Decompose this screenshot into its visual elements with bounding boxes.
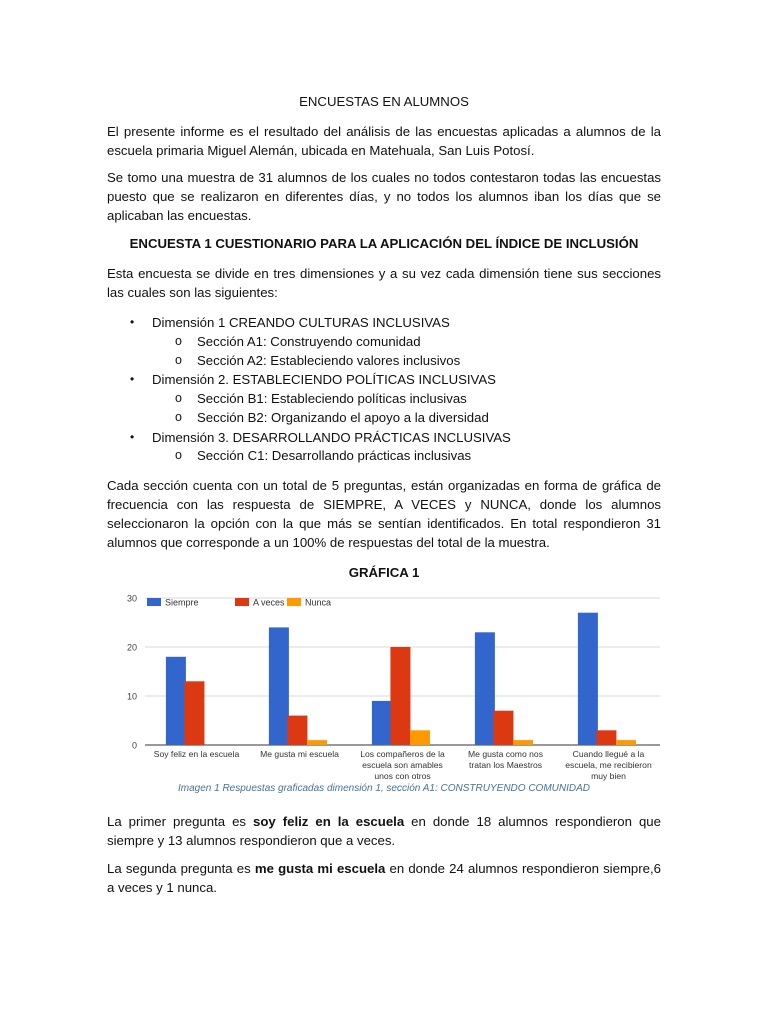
sub-bullet-marker: o — [175, 353, 182, 367]
question-1-paragraph — [107, 812, 661, 850]
sub-bullet-marker: o — [175, 334, 182, 348]
section-label: Sección B2: Organizando el apoyo a la diversidad — [197, 410, 489, 425]
legend-swatch — [287, 598, 301, 606]
x-tick-label: Los compañeros de la — [360, 749, 445, 759]
bullet-marker: • — [130, 430, 135, 444]
q2-question: me gusta mi escuela — [254, 861, 386, 876]
bar-siempre — [269, 627, 289, 745]
sample-paragraph: Se tomo una muestra de 31 alumnos de los cuales no todos contestaron todas las encuestas puesto que se realizaron en diferentes días, y no todos los alumnos iban los días que se aplicaban las encuestas. — [107, 170, 661, 223]
x-tick-label: escuela son amables — [362, 760, 443, 770]
document-title: ENCUESTAS EN ALUMNOS — [299, 94, 469, 109]
x-tick-label: Soy feliz en la escuela — [153, 749, 240, 759]
q2-suffix: en donde 24 alumnos respondieron siempre,6 a veces y 1 nunca. — [107, 861, 661, 895]
bar-chart — [107, 588, 665, 784]
sub-bullet-marker: o — [175, 448, 182, 462]
bar-siempre — [372, 701, 392, 745]
x-tick-label: Me gusta mi escuela — [260, 749, 339, 759]
bar-siempre — [166, 657, 186, 745]
bullet-marker: • — [130, 372, 135, 386]
bar-nunca — [513, 740, 533, 745]
legend-label: A veces — [253, 597, 285, 608]
bar-nunca — [410, 730, 430, 745]
chart-heading: GRÁFICA 1 — [348, 565, 420, 580]
sections-paragraph: Cada sección cuenta con un total de 5 preguntas, están organizadas en forma de gráfica de frecuencia con las respuesta de SIEMPRE, A VECES y NUNCA, donde los alumnos seleccionaron la opción con la que más se sentían identificados. En total respondieron 31 alumnos que corresponde a un 100% de respuestas del total de la muestra. — [107, 478, 661, 550]
bar-a-veces — [184, 681, 204, 745]
y-tick-label: 10 — [126, 691, 137, 702]
q2-prefix: La segunda pregunta es — [107, 861, 255, 876]
section-label: Sección A2: Estableciendo valores inclusivos — [197, 353, 461, 368]
q1-suffix: en donde 18 alumnos respondieron que siempre y 13 alumnos respondieron que a veces. — [107, 814, 661, 848]
question-2-paragraph — [107, 859, 661, 897]
dimension-label: Dimensión 2. ESTABLECIENDO POLÍTICAS INCLUSIVAS — [152, 372, 496, 387]
intro-paragraph: El presente informe es el resultado del análisis de las encuestas aplicadas a alumnos de la escuela primaria Miguel Alemán, ubicada en Matehuala, San Luis Potosí. — [107, 124, 661, 158]
q1-prefix: La primer pregunta es — [107, 814, 254, 829]
bar-a-veces — [596, 730, 616, 745]
section-label: Sección A1: Construyendo comunidad — [197, 334, 421, 349]
legend-swatch — [235, 598, 249, 606]
bar-a-veces — [390, 647, 410, 745]
q1-question: soy feliz en la escuela — [253, 814, 405, 829]
x-tick-label: Cuando llegué a la — [572, 749, 645, 759]
bar-siempre — [578, 613, 598, 745]
dimension-label: Dimensión 3. DESARROLLANDO PRÁCTICAS INCLUSIVAS — [152, 430, 511, 445]
y-tick-label: 20 — [126, 642, 137, 653]
chart-caption: Imagen 1 Respuestas graficadas dimensión 1, sección A1: CONSTRUYENDO COMUNIDAD — [177, 783, 590, 794]
x-tick-label: tratan los Maestros — [468, 760, 543, 770]
x-tick-label: Me gusta como nos — [468, 749, 543, 759]
bar-a-veces — [287, 716, 307, 745]
bar-nunca — [616, 740, 636, 745]
bar-nunca — [307, 740, 327, 745]
y-tick-label: 30 — [126, 593, 137, 604]
survey-heading: ENCUESTA 1 CUESTIONARIO PARA LA APLICACIÓN DEL ÍNDICE DE INCLUSIÓN — [129, 236, 639, 251]
x-tick-label: muy bien — [591, 771, 626, 781]
bullet-marker: • — [130, 315, 135, 329]
bar-a-veces — [493, 711, 513, 745]
bar-siempre — [475, 632, 495, 745]
y-tick-label: 0 — [131, 740, 137, 751]
legend-swatch — [147, 598, 161, 606]
section-label: Sección B1: Estableciendo políticas inclusivas — [197, 391, 467, 406]
x-tick-label: unos con otros — [374, 771, 431, 781]
section-label: Sección C1: Desarrollando prácticas inclusivas — [197, 448, 472, 463]
dimensions-intro: Esta encuesta se divide en tres dimensiones y a su vez cada dimensión tiene sus secciones las cuales son las siguientes: — [107, 266, 661, 300]
x-tick-label: escuela, me recibieron — [565, 760, 652, 770]
legend-label: Siempre — [165, 597, 199, 608]
legend-label: Nunca — [305, 597, 332, 608]
dimension-label: Dimensión 1 CREANDO CULTURAS INCLUSIVAS — [152, 315, 450, 330]
sub-bullet-marker: o — [175, 410, 182, 424]
sub-bullet-marker: o — [175, 391, 182, 405]
